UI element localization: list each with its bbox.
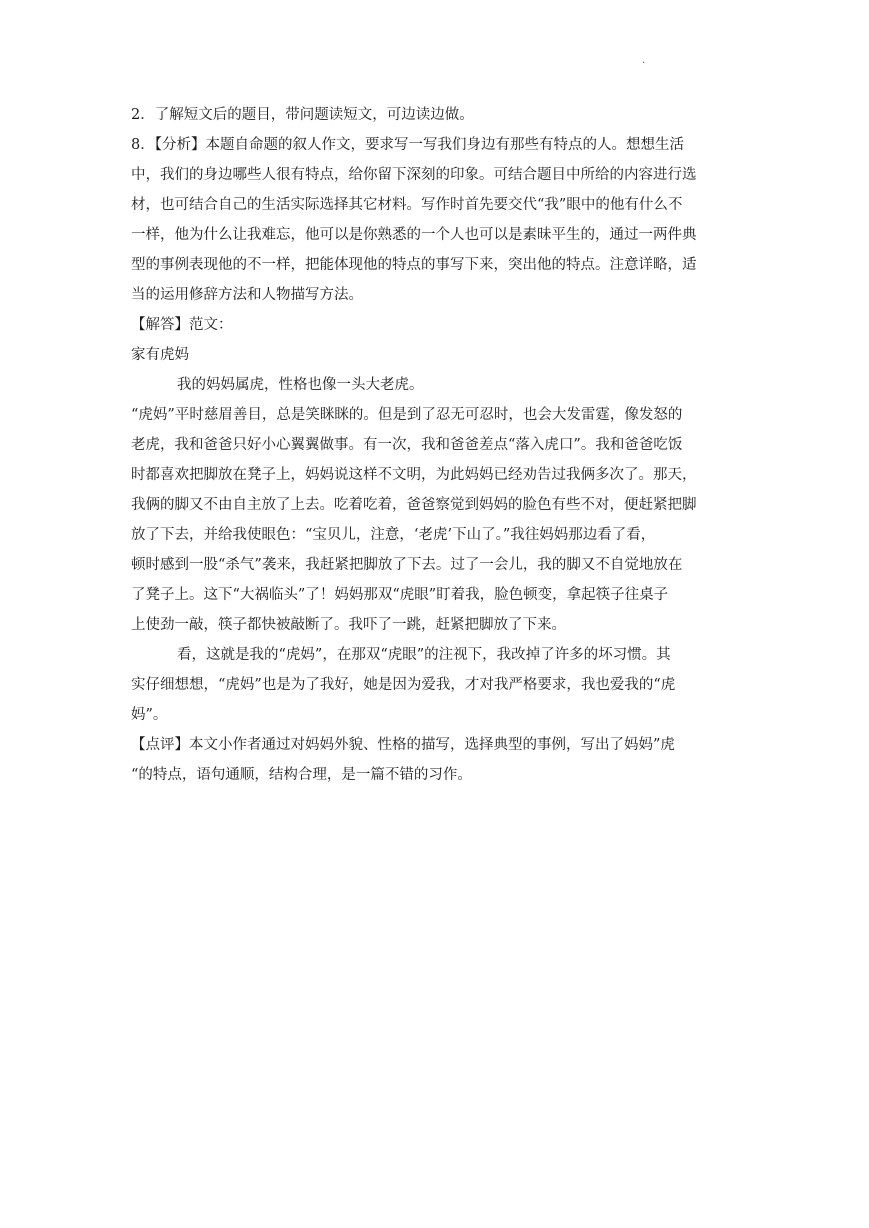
essay-paragraph-2-line: 了凳子上。这下“大祸临头”了！妈妈那双“虎眼”盯着我，脸色顿变，拿起筷子往桌子 [131,587,669,603]
essay-title: 家有虎妈 [131,347,189,363]
essay-paragraph-2-line: “虎妈”平时慈眉善目，总是笑眯眯的。但是到了忍无可忍时，也会大发雷霆，像发怒的 [131,407,683,423]
text-line-comment: 【点评】本文小作者通过对妈妈外貌、性格的描写，选择典型的事例，写出了妈妈”虎 [131,737,675,753]
header-dot: . [642,55,646,66]
text-line-analysis: 型的事例表现他的不一样，把能体现他的特点的事写下来，突出他的特点。注意详略，适 [131,257,697,273]
essay-paragraph-2-line: 上使劲一敲，筷子都快被敲断了。我吓了一跳，赶紧把脚放了下来。 [131,617,566,633]
text-line-answer-heading: 【解答】范文： [131,317,233,333]
text-line-analysis: 一样，他为什么让我难忘，他可以是你熟悉的一个人也可以是素昧平生的，通过一两件典 [131,227,697,243]
text-line-analysis: 中，我们的身边哪些人很有特点，给你留下深刻的印象。可结合题目中所给的内容进行选 [131,167,697,183]
essay-paragraph-3-line: 看，这就是我的“虎妈”，在那双“虎眼”的注视下，我改掉了许多的坏习惯。其 [177,647,671,663]
text-line-analysis: 8．【分析】本题自命题的叙人作文，要求写一写我们身边有那些有特点的人。想想生活 [131,137,684,153]
text-line-analysis: 材，也可结合自己的生活实际选择其它材料。写作时首先要交代“我”眼中的他有什么不 [131,197,683,213]
essay-paragraph-2-line: 放了下去，并给我使眼色：“宝贝儿，注意，‘老虎’下山了。”我往妈妈那边看了看， [131,527,656,543]
essay-paragraph-3-line: 实仔细想想，“虎妈”也是为了我好，她是因为爱我，才对我严格要求，我也爱我的“虎 [131,677,676,693]
answer-content [131,102,731,792]
essay-paragraph-2-line: 顿时感到一股“杀气”袭来，我赶紧把脚放了下去。过了一会儿，我的脚又不自觉地放在 [131,557,683,573]
essay-paragraph-2-line: 老虎，我和爸爸只好小心翼翼做事。有一次，我和爸爸差点“落入虎口”。我和爸爸吃饭 [131,437,683,453]
essay-paragraph-1: 我的妈妈属虎，性格也像一头大老虎。 [177,377,424,393]
text-line-analysis: 当的运用修辞方法和人物描写方法。 [131,287,363,303]
text-line-comment: “的特点，语句通顺，结构合理，是一篇不错的习作。 [131,767,472,783]
essay-paragraph-3-line: 妈”。 [131,707,168,723]
essay-paragraph-2-line: 时都喜欢把脚放在凳子上，妈妈说这样不文明，为此妈妈已经劝告过我俩多次了。那天， [131,467,697,483]
text-line-tip-2: 2．了解短文后的题目，带问题读短文，可边读边做。 [131,107,474,123]
essay-paragraph-2-line: 我俩的脚又不由自主放了上去。吃着吃着，爸爸察觉到妈妈的脸色有些不对，便赶紧把脚 [131,497,697,513]
